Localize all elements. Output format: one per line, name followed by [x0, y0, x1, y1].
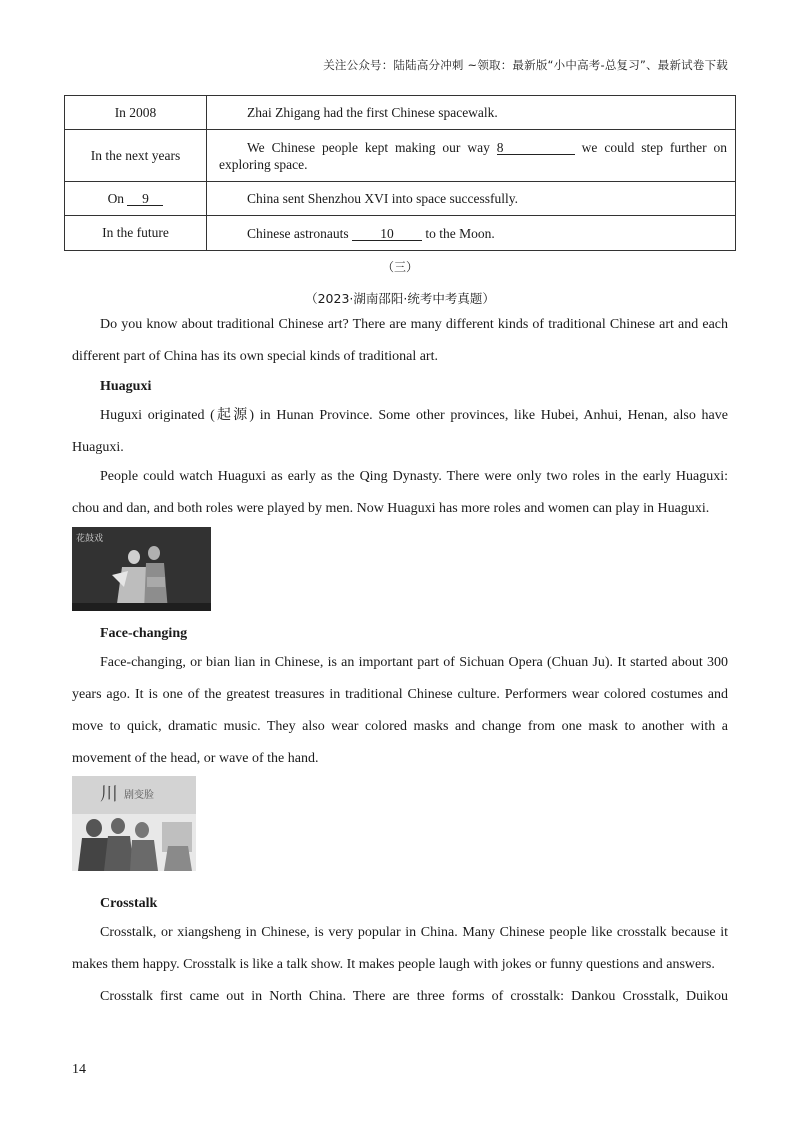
section-source: （2023·湖南邵阳·统考中考真题） [305, 291, 495, 306]
huaguxi-photo [72, 527, 211, 611]
page-header: 关注公众号：陆陆高分冲刺 ~领取：最新版“小中高考-总复习”、最新试卷下载 [323, 58, 728, 72]
answer-blank-8[interactable]: 8 [497, 141, 575, 155]
crosstalk-paragraph: Crosstalk, or xiangsheng in Chinese, is very popular in China. Many Chinese people like crosstalk because it makes them happy. Crosstalk is like a talk show. It makes people laugh with jokes or funny questions and answers. Crosstalk first came out in North China. There are three forms of crosstalk: Dankou Crosstalk, Duikou [72, 925, 728, 1004]
table-cell-event: Chinese astronauts 10 to the Moon. [207, 216, 736, 251]
table-row [65, 182, 736, 216]
table-cell-event: China sent Shenzhou XVI into space successfully. [207, 182, 736, 216]
table-cell-time: In the future [65, 216, 207, 251]
heading-huaguxi: Huaguxi [100, 379, 152, 394]
answer-blank-10[interactable]: 10 [352, 227, 422, 241]
heading-face-changing: Face-changing [100, 626, 188, 641]
table-row [65, 216, 736, 251]
face-changing-photo [72, 776, 196, 871]
svg-text:剧变脸: 剧变脸 [124, 790, 154, 801]
table-cell-time: On 9 [65, 182, 207, 216]
section-number: （三） [381, 260, 418, 274]
page-number: 14 [72, 1062, 86, 1077]
face-changing-paragraph: Face-changing, or bian lian in Chinese, is an important part of Sichuan Opera (Chuan Ju). It started about 300 years ago. It is one of the greatest treasures in traditional Chinese culture. Performers wear colored costumes and move to quick, dramatic music. They also wear colored masks and change from one mask to another with a movement of the head, or wave of the hand. [72, 655, 728, 766]
answer-blank-9[interactable]: 9 [127, 192, 163, 206]
table-cell-event: Zhai Zhigang had the first Chinese spacewalk. [207, 96, 736, 130]
table-cell-time: In 2008 [65, 96, 207, 130]
huaguxi-paragraph-2: People could watch Huaguxi as early as the Qing Dynasty. There were only two roles in the early Huaguxi: chou and dan, and both roles were played by men. Now Huaguxi has more roles and women can play in Huaguxi. [72, 469, 728, 516]
svg-text:花鼓戏: 花鼓戏 [76, 534, 104, 544]
svg-text:川: 川 [100, 784, 118, 805]
huaguxi-paragraph-1: Huguxi originated (起源) in Hunan Province. Some other provinces, like Hubei, Anhui, Henan, also have Huaguxi. [72, 408, 728, 455]
table-row [65, 96, 736, 130]
intro-paragraph: Do you know about traditional Chinese art? There are many different kinds of traditional Chinese art and each different part of China has its own special kinds of traditional art. [72, 317, 728, 364]
table-row [65, 130, 736, 182]
heading-crosstalk: Crosstalk [100, 896, 158, 911]
timeline-table [64, 95, 736, 251]
table-cell-time: In the next years [65, 130, 207, 182]
table-cell-event: We Chinese people kept making our way 8 we could step further on exploring space. [207, 130, 736, 182]
